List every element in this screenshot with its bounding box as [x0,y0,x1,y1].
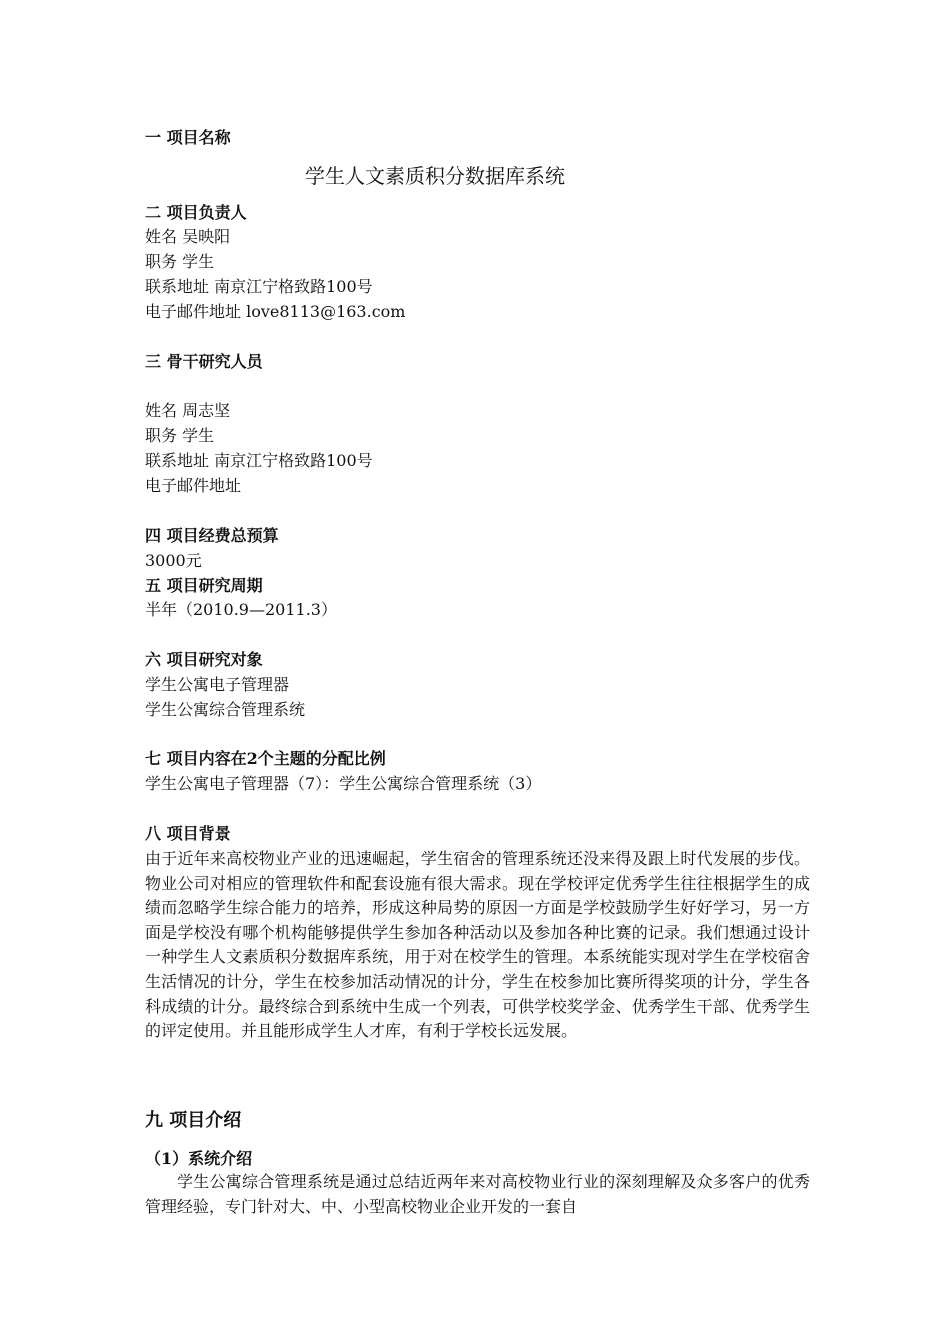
research-object-1: 学生公寓电子管理器 [145,675,290,694]
leader-email: 电子邮件地址 love8113@163.com [145,302,406,321]
researcher-address: 联系地址 南京江宁格致路100号 [145,451,373,470]
system-intro-paragraph: 学生公寓综合管理系统是通过总结近两年来对高校物业行业的深刻理解及众多客户的优秀管理经验，专门针对大、中、小型高校物业企业开发的一套自 [145,1172,810,1216]
section-5-heading: 五 项目研究周期 [145,576,263,595]
period-value: 半年（2010.9—2011.3） [145,600,337,619]
section-3-heading: 三 骨干研究人员 [145,352,263,371]
leader-role: 职务 学生 [145,252,215,271]
research-object-2: 学生公寓综合管理系统 [145,700,306,719]
budget-value: 3000元 [145,551,202,570]
section-7-heading: 七 项目内容在2个主题的分配比例 [145,749,386,768]
researcher-name: 姓名 周志坚 [145,401,231,420]
section-8-heading: 八 项目背景 [145,824,231,843]
background-paragraph: 由于近年来高校物业产业的迅速崛起，学生宿舍的管理系统还没来得及跟上时代发展的步伐。物业公司对相应的管理软件和配套设施有很大需求。现在学校评定优秀学生往往根据学生的成绩而忽略学生综合能力的培养，形成这种局势的原因一方面是学校鼓励学生好好学习，另一方面是学校没有哪个机构能够提供学生参加各种活动以及参加各种比赛的记录。我们想通过设计一种学生人文素质积分数据库系统，用于对在校学生的管理。本系统能实现对学生在学校宿舍生活情况的计分，学生在校参加活动情况的计分，学生在校参加比赛所得奖项的计分，学生各科成绩的计分。最终综合到系统中生成一个列表，可供学校奖学金、优秀学生干部、优秀学生的评定使用。并且能形成学生人才库，有利于学校长远发展。 [145,849,810,1041]
allocation-ratio: 学生公寓电子管理器（7）：学生公寓综合管理系统（3） [145,774,542,793]
section-9-heading: 九 项目介绍 [145,1110,242,1131]
leader-name: 姓名 吴映阳 [145,227,231,246]
section-1-heading: 一 项目名称 [145,128,231,147]
project-title: 学生人文素质积分数据库系统 [305,164,565,188]
researcher-email: 电子邮件地址 [145,476,242,495]
section-6-heading: 六 项目研究对象 [145,650,263,669]
system-intro-heading: （1）系统介绍 [145,1149,253,1168]
section-2-heading: 二 项目负责人 [145,203,247,222]
leader-address: 联系地址 南京江宁格致路100号 [145,277,373,296]
researcher-role: 职务 学生 [145,426,215,445]
section-4-heading: 四 项目经费总预算 [145,526,279,545]
